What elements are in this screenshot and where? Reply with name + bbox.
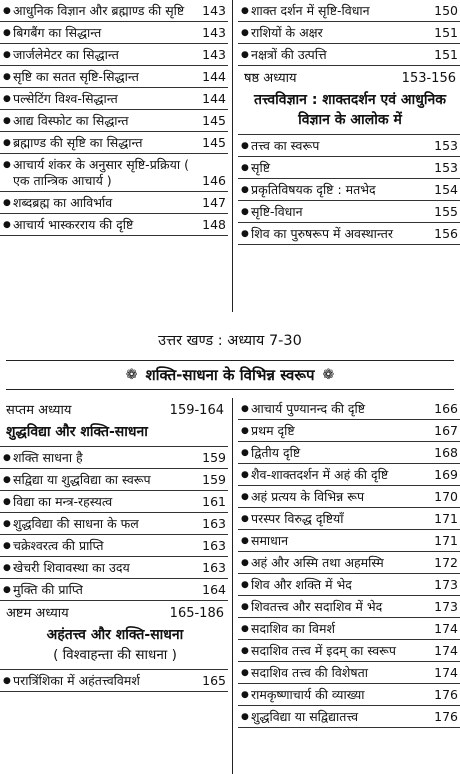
bullet-icon: ● <box>3 453 11 463</box>
toc-entry <box>238 530 460 552</box>
column-divider-top <box>232 0 233 312</box>
flower-ornament-icon: ❁ <box>125 367 138 383</box>
chapter-6-title: तत्त्वविज्ञान : शाक्तदर्शन एवं आधुनिक विज्ञान के आलोक में <box>238 88 460 135</box>
toc-entry <box>0 513 228 535</box>
toc-entry-page: 154 <box>434 182 458 197</box>
toc-entry-title: चक्रेश्वरत्व की प्राप्ति <box>13 538 104 553</box>
toc-entry <box>238 179 460 201</box>
toc-entry <box>0 670 228 692</box>
toc-entry-page: 171 <box>434 511 458 526</box>
bullet-icon: ● <box>3 519 11 529</box>
toc-entry-title: खेचरी शिवावस्था का उदय <box>13 560 130 575</box>
toc-entry <box>0 110 228 132</box>
bullet-icon: ● <box>241 492 249 502</box>
toc-entry-page: 144 <box>202 91 226 106</box>
toc-entry-page: 159 <box>202 472 226 487</box>
bullet-icon: ● <box>241 536 249 546</box>
chapter-8-range: 165-186 <box>169 606 224 621</box>
bullet-icon: ● <box>241 624 249 634</box>
toc-entry <box>0 132 228 154</box>
toc-entry-page: 171 <box>434 533 458 548</box>
toc-entry-title: परस्पर विरुद्ध दृष्टियाँ <box>251 511 344 526</box>
bullet-icon: ● <box>3 28 11 38</box>
toc-entry-title: समाधान <box>251 533 289 548</box>
toc-entry <box>238 420 460 442</box>
toc-entry <box>238 706 460 728</box>
bullet-icon: ● <box>3 160 11 170</box>
toc-entry <box>238 596 460 618</box>
bullet-icon: ● <box>3 676 11 686</box>
toc-entry-page: 161 <box>202 494 226 509</box>
chapter-6-name: षष्ठ अध्याय <box>244 71 297 86</box>
toc-entry <box>238 464 460 486</box>
bullet-icon: ● <box>241 207 249 217</box>
bullet-icon: ● <box>241 141 249 151</box>
toc-entry <box>238 22 460 44</box>
toc-entry-title: जार्जलेमेटर का सिद्धान्त <box>13 47 119 62</box>
bullet-icon: ● <box>241 470 249 480</box>
toc-entry <box>0 66 228 88</box>
toc-entry-page: 163 <box>202 516 226 531</box>
bullet-icon: ● <box>241 668 249 678</box>
toc-entry-title: नक्षत्रों की उत्पत्ति <box>251 47 327 62</box>
bullet-icon: ● <box>3 198 11 208</box>
chapter-7-name: सप्तम अध्याय <box>6 403 72 418</box>
toc-entry-page: 144 <box>202 69 226 84</box>
toc-entry-title: द्वितीय दृष्टि <box>251 445 301 460</box>
toc-entry <box>238 0 460 22</box>
bullet-icon: ● <box>3 563 11 573</box>
bullet-icon: ● <box>241 580 249 590</box>
toc-entry-title: रामकृष्णाचार्य की व्याख्या <box>251 687 365 702</box>
toc-entry <box>238 486 460 508</box>
toc-entry-title: आधुनिक विज्ञान और ब्रह्माण्ड की सृष्टि <box>13 3 185 18</box>
toc-entry-page: 174 <box>434 665 458 680</box>
chapter-7-range: 159-164 <box>169 403 224 418</box>
bullet-icon: ● <box>3 138 11 148</box>
toc-entry-page: 170 <box>434 489 458 504</box>
toc-entry <box>0 192 228 214</box>
toc-entry-page: 172 <box>434 555 458 570</box>
bullet-icon: ● <box>241 448 249 458</box>
bullet-icon: ● <box>241 690 249 700</box>
toc-entry <box>0 214 228 236</box>
toc-entry-title: तत्त्व का स्वरूप <box>251 138 320 153</box>
chapter-6-header <box>238 66 460 88</box>
toc-entry-page: 150 <box>434 3 458 18</box>
chapter-8-title-text: अहंतत्त्व और शक्ति-साधना <box>46 627 184 643</box>
section-heading: उत्तर खण्ड : अध्याय 7-30 <box>158 333 302 349</box>
bullet-icon: ● <box>3 116 11 126</box>
chapter-8-title <box>0 623 228 670</box>
toc-top-left-column <box>0 0 228 236</box>
chapter-6-range: 153-156 <box>401 71 456 86</box>
toc-entry-page: 153 <box>434 138 458 153</box>
toc-entry-page: 165 <box>202 673 226 688</box>
toc-entry <box>238 574 460 596</box>
toc-entry-title: बिगबैंग का सिद्धान्त <box>13 25 102 40</box>
bullet-icon: ● <box>241 6 249 16</box>
toc-entry-title: सद्विद्या या शुद्धविद्या का स्वरूप <box>13 472 151 487</box>
toc-entry <box>238 508 460 530</box>
toc-entry-page: 163 <box>202 538 226 553</box>
chapter-7-title: शुद्धविद्या और शक्ति-साधना <box>0 420 228 447</box>
bullet-icon: ● <box>241 426 249 436</box>
toc-entry-title: शिव का पुरुषरूप में अवस्थान्तर <box>251 226 393 241</box>
bullet-icon: ● <box>3 585 11 595</box>
toc-entry-page: 174 <box>434 643 458 658</box>
bullet-icon: ● <box>241 50 249 60</box>
toc-entry <box>238 552 460 574</box>
toc-entry-title: प्रथम दृष्टि <box>251 423 295 438</box>
toc-entry-title: आचार्य शंकर के अनुसार सृष्टि-प्रक्रिया ( एक तान्त्रिक आचार्य ) <box>13 157 189 188</box>
toc-entry-title: शक्ति साधना है <box>13 450 83 465</box>
toc-entry-title: आचार्य भास्करराय की दृष्टि <box>13 217 134 232</box>
toc-entry-title: आद्य विस्फोट का सिद्धान्त <box>13 113 129 128</box>
toc-entry-title: शाक्त दर्शन में सृष्टि-विधान <box>251 3 370 18</box>
toc-entry-title: अहं प्रत्यय के विभिन्न रूप <box>251 489 365 504</box>
toc-entry-title: अहं और अस्मि तथा अहमस्मि <box>251 555 384 570</box>
toc-entry-title: शब्दब्रह्म का आविर्भाव <box>13 195 113 210</box>
toc-entry-page: 164 <box>202 582 226 597</box>
toc-entry-title: शुद्धविद्या की साधना के फल <box>13 516 139 531</box>
bullet-icon: ● <box>241 646 249 656</box>
toc-entry <box>0 579 228 601</box>
section-banner <box>6 360 454 390</box>
toc-entry-page: 159 <box>202 450 226 465</box>
toc-entry-page: 168 <box>434 445 458 460</box>
bullet-icon: ● <box>241 229 249 239</box>
toc-entry <box>238 662 460 684</box>
bullet-icon: ● <box>3 72 11 82</box>
toc-entry-page: 156 <box>434 226 458 241</box>
toc-entry-page: 151 <box>434 25 458 40</box>
bullet-icon: ● <box>241 514 249 524</box>
toc-entry-title: मुक्ति की प्राप्ति <box>13 582 83 597</box>
toc-entry-title: विद्या का मन्त्र-रहस्यत्व <box>13 494 113 509</box>
toc-bottom-right-column <box>238 398 460 728</box>
toc-entry-page: 145 <box>202 135 226 150</box>
toc-entry-page: 173 <box>434 577 458 592</box>
chapter-7-header <box>0 398 228 420</box>
chapter-8-subtitle: ( विश्वाहन्ता की साधना ) <box>53 647 177 663</box>
toc-entry <box>0 447 228 469</box>
toc-entry <box>238 442 460 464</box>
toc-entry-page: 176 <box>434 709 458 724</box>
toc-entry <box>0 0 228 22</box>
bullet-icon: ● <box>3 541 11 551</box>
bullet-icon: ● <box>3 497 11 507</box>
toc-entry <box>238 618 460 640</box>
chapter-8-header <box>0 601 228 623</box>
bullet-icon: ● <box>3 50 11 60</box>
bullet-icon: ● <box>241 28 249 38</box>
bullet-icon: ● <box>241 558 249 568</box>
toc-entry-page: 143 <box>202 25 226 40</box>
toc-entry-page: 148 <box>202 217 226 232</box>
toc-entry <box>238 135 460 157</box>
toc-entry <box>0 154 228 192</box>
flower-ornament-icon: ❁ <box>322 367 335 383</box>
toc-entry-title: शैव-शाक्तदर्शन में अहं की दृष्टि <box>251 467 389 482</box>
toc-entry <box>238 640 460 662</box>
toc-entry-title: सदाशिव तत्त्व में इदम् का स्वरूप <box>251 643 396 658</box>
toc-entry <box>0 491 228 513</box>
toc-entry-page: 173 <box>434 599 458 614</box>
toc-entry-page: 145 <box>202 113 226 128</box>
toc-entry-page: 169 <box>434 467 458 482</box>
toc-entry <box>238 157 460 179</box>
bullet-icon: ● <box>241 602 249 612</box>
bullet-icon: ● <box>3 220 11 230</box>
bullet-icon: ● <box>241 712 249 722</box>
toc-entry <box>0 22 228 44</box>
chapter-8-name: अष्टम अध्याय <box>6 606 69 621</box>
toc-entry-title: ब्रह्माण्ड की सृष्टि का सिद्धान्त <box>13 135 143 150</box>
bullet-icon: ● <box>241 163 249 173</box>
toc-entry <box>238 201 460 223</box>
toc-entry-page: 167 <box>434 423 458 438</box>
toc-entry-page: 151 <box>434 47 458 62</box>
toc-entry-title: सदाशिव तत्त्व की विशेषता <box>251 665 368 680</box>
toc-entry-page: 163 <box>202 560 226 575</box>
toc-entry-page: 143 <box>202 3 226 18</box>
toc-entry-title: प्रकृतिविषयक दृष्टि : मतभेद <box>251 182 376 197</box>
toc-entry-page: 143 <box>202 47 226 62</box>
toc-entry-title: शिव और शक्ति में भेद <box>251 577 352 592</box>
toc-entry-title: परात्रिंशिका में अहंतत्त्वविमर्श <box>13 673 140 688</box>
toc-entry <box>238 44 460 66</box>
bullet-icon: ● <box>3 6 11 16</box>
toc-entry-page: 153 <box>434 160 458 175</box>
toc-entry-page: 166 <box>434 401 458 416</box>
toc-entry-title: पल्सेटिंग विश्व-सिद्धान्त <box>13 91 118 106</box>
bullet-icon: ● <box>241 404 249 414</box>
toc-entry-title: सृष्टि-विधान <box>251 204 303 219</box>
toc-entry <box>238 684 460 706</box>
toc-entry <box>0 469 228 491</box>
toc-entry-title: राशियों के अक्षर <box>251 25 323 40</box>
toc-top-right-column <box>238 0 460 245</box>
toc-entry <box>0 44 228 66</box>
bullet-icon: ● <box>3 475 11 485</box>
toc-entry-page: 146 <box>202 173 226 188</box>
toc-entry <box>0 557 228 579</box>
toc-entry-page: 147 <box>202 195 226 210</box>
toc-entry <box>0 88 228 110</box>
bullet-icon: ● <box>3 94 11 104</box>
toc-entry-title: शुद्धविद्या या सद्विद्यातत्त्व <box>251 709 359 724</box>
toc-entry <box>238 398 460 420</box>
toc-entry-title: सृष्टि का सतत सृष्टि-सिद्धान्त <box>13 69 139 84</box>
toc-entry <box>0 535 228 557</box>
column-divider-bottom <box>232 398 233 774</box>
toc-entry-title: शिवतत्त्व और सदाशिव में भेद <box>251 599 383 614</box>
toc-entry-page: 155 <box>434 204 458 219</box>
toc-entry-page: 176 <box>434 687 458 702</box>
toc-entry-title: सदाशिव का विमर्श <box>251 621 335 636</box>
toc-entry <box>238 223 460 245</box>
toc-bottom-left-column <box>0 398 228 692</box>
bullet-icon: ● <box>241 185 249 195</box>
toc-entry-title: आचार्य पुण्यानन्द की दृष्टि <box>251 401 366 416</box>
section-banner-title: शक्ति-साधना के विभिन्न स्वरूप <box>145 366 315 384</box>
toc-entry-page: 174 <box>434 621 458 636</box>
toc-entry-title: सृष्टि <box>251 160 270 175</box>
